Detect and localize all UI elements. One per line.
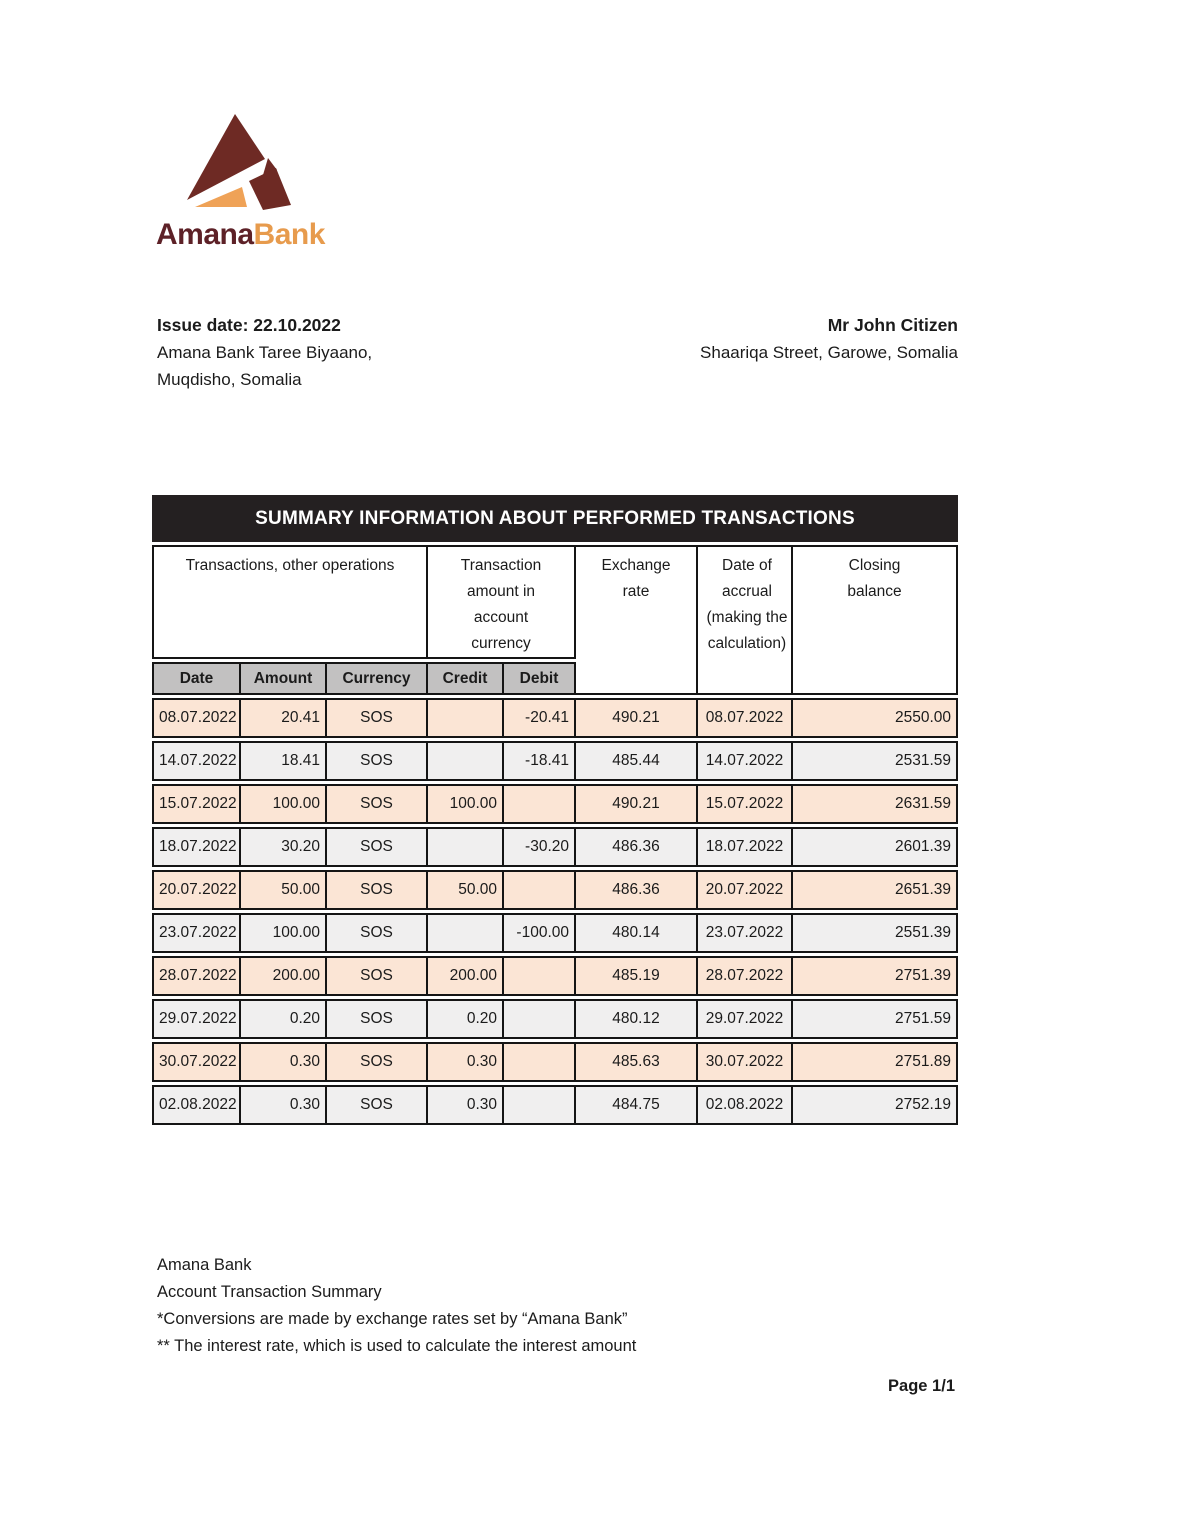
col-header-currency: Currency [327, 662, 428, 695]
cell-date: 15.07.2022 [152, 784, 241, 824]
group-header-transactions: Transactions, other operations [152, 545, 428, 659]
cell-debit: -20.41 [504, 698, 576, 738]
cell-credit: 50.00 [428, 870, 504, 910]
group-header-closing-balance: Closing balance [793, 545, 958, 695]
cell-exchange-rate: 486.36 [576, 870, 698, 910]
group-header-date-of-accrual: Date of accrual (making the calculation) [698, 545, 793, 695]
table-row [152, 741, 958, 781]
cell-accrual-date: 29.07.2022 [698, 999, 793, 1039]
cell-accrual-date: 08.07.2022 [698, 698, 793, 738]
issue-date: Issue date: 22.10.2022 [157, 315, 341, 335]
amana-bank-logo-mark [155, 103, 330, 215]
cell-date: 18.07.2022 [152, 827, 241, 867]
cell-debit: -100.00 [504, 913, 576, 953]
footnote-interest-rate: ** The interest rate, which is used to calculate the interest amount [157, 1337, 637, 1355]
cell-credit: 0.30 [428, 1085, 504, 1125]
cell-credit: 200.00 [428, 956, 504, 996]
table-row [152, 913, 958, 953]
cell-closing-balance: 2751.89 [793, 1042, 958, 1082]
cell-date: 08.07.2022 [152, 698, 241, 738]
cell-currency: SOS [327, 870, 428, 910]
cell-exchange-rate: 485.44 [576, 741, 698, 781]
cell-exchange-rate: 486.36 [576, 827, 698, 867]
wordmark-amana: Amana [156, 218, 254, 251]
cell-date: 02.08.2022 [152, 1085, 241, 1125]
cell-closing-balance: 2751.59 [793, 999, 958, 1039]
cell-credit: 0.30 [428, 1042, 504, 1082]
cell-debit [504, 956, 576, 996]
cell-exchange-rate: 484.75 [576, 1085, 698, 1125]
table-title: SUMMARY INFORMATION ABOUT PERFORMED TRANSACTIONS [152, 495, 958, 542]
cell-currency: SOS [327, 999, 428, 1039]
issuer-address-line2: Muqdisho, Somalia [157, 370, 302, 389]
group-header-amount-in-account: Transaction amount in account currency [428, 545, 576, 659]
cell-amount: 100.00 [241, 913, 327, 953]
cell-date: 14.07.2022 [152, 741, 241, 781]
cell-exchange-rate: 485.19 [576, 956, 698, 996]
recipient-address: Shaariqa Street, Garowe, Somalia [700, 343, 958, 362]
col-header-date: Date [152, 662, 241, 695]
table-row [152, 784, 958, 824]
cell-date: 23.07.2022 [152, 913, 241, 953]
cell-amount: 50.00 [241, 870, 327, 910]
cell-debit [504, 784, 576, 824]
cell-exchange-rate: 480.12 [576, 999, 698, 1039]
cell-amount: 100.00 [241, 784, 327, 824]
cell-closing-balance: 2551.39 [793, 913, 958, 953]
cell-amount: 20.41 [241, 698, 327, 738]
cell-currency: SOS [327, 784, 428, 824]
col-header-credit: Credit [428, 662, 504, 695]
table-row [152, 870, 958, 910]
issuer-address-line1: Amana Bank Taree Biyaano, [157, 343, 373, 362]
cell-exchange-rate: 490.21 [576, 784, 698, 824]
cell-amount: 0.30 [241, 1042, 327, 1082]
cell-date: 29.07.2022 [152, 999, 241, 1039]
cell-credit [428, 827, 504, 867]
cell-date: 30.07.2022 [152, 1042, 241, 1082]
cell-currency: SOS [327, 956, 428, 996]
cell-credit: 0.20 [428, 999, 504, 1039]
transactions-summary-section [152, 495, 958, 1128]
cell-date: 20.07.2022 [152, 870, 241, 910]
cell-amount: 0.30 [241, 1085, 327, 1125]
cell-credit [428, 741, 504, 781]
cell-debit: -30.20 [504, 827, 576, 867]
cell-accrual-date: 02.08.2022 [698, 1085, 793, 1125]
cell-credit: 100.00 [428, 784, 504, 824]
cell-date: 28.07.2022 [152, 956, 241, 996]
cell-credit [428, 913, 504, 953]
cell-closing-balance: 2550.00 [793, 698, 958, 738]
table-row [152, 1042, 958, 1082]
cell-amount: 200.00 [241, 956, 327, 996]
cell-currency: SOS [327, 827, 428, 867]
table-row [152, 956, 958, 996]
footnote-bank-name: Amana Bank [157, 1256, 252, 1274]
cell-closing-balance: 2752.19 [793, 1085, 958, 1125]
table-row [152, 827, 958, 867]
cell-amount: 18.41 [241, 741, 327, 781]
cell-closing-balance: 2651.39 [793, 870, 958, 910]
footnote-conversions: *Conversions are made by exchange rates set by “Amana Bank” [157, 1310, 628, 1328]
cell-amount: 0.20 [241, 999, 327, 1039]
amana-bank-logo [155, 103, 355, 263]
cell-accrual-date: 30.07.2022 [698, 1042, 793, 1082]
cell-closing-balance: 2531.59 [793, 741, 958, 781]
cell-closing-balance: 2601.39 [793, 827, 958, 867]
table-row [152, 999, 958, 1039]
cell-accrual-date: 23.07.2022 [698, 913, 793, 953]
cell-currency: SOS [327, 698, 428, 738]
group-header-exchange-rate: Exchange rate [576, 545, 698, 695]
col-header-debit: Debit [504, 662, 576, 695]
cell-currency: SOS [327, 1042, 428, 1082]
cell-currency: SOS [327, 741, 428, 781]
cell-accrual-date: 15.07.2022 [698, 784, 793, 824]
cell-exchange-rate: 490.21 [576, 698, 698, 738]
footnotes-block [157, 1252, 636, 1360]
cell-closing-balance: 2751.39 [793, 956, 958, 996]
transactions-table [152, 542, 958, 1128]
cell-debit [504, 870, 576, 910]
cell-accrual-date: 28.07.2022 [698, 956, 793, 996]
recipient-block [538, 312, 958, 366]
page-number: Page 1/1 [888, 1377, 955, 1395]
col-header-amount: Amount [241, 662, 327, 695]
amana-bank-wordmark [156, 218, 325, 252]
cell-debit [504, 1042, 576, 1082]
cell-currency: SOS [327, 1085, 428, 1125]
cell-closing-balance: 2631.59 [793, 784, 958, 824]
cell-debit: -18.41 [504, 741, 576, 781]
footnote-summary-title: Account Transaction Summary [157, 1283, 382, 1301]
cell-debit [504, 1085, 576, 1125]
cell-accrual-date: 14.07.2022 [698, 741, 793, 781]
issuer-block [157, 312, 372, 393]
wordmark-bank: Bank [253, 218, 325, 251]
table-row [152, 698, 958, 738]
cell-exchange-rate: 485.63 [576, 1042, 698, 1082]
cell-exchange-rate: 480.14 [576, 913, 698, 953]
cell-credit [428, 698, 504, 738]
cell-currency: SOS [327, 913, 428, 953]
recipient-name: Mr John Citizen [827, 315, 958, 335]
table-row [152, 1085, 958, 1125]
cell-accrual-date: 20.07.2022 [698, 870, 793, 910]
cell-debit [504, 999, 576, 1039]
cell-amount: 30.20 [241, 827, 327, 867]
cell-accrual-date: 18.07.2022 [698, 827, 793, 867]
